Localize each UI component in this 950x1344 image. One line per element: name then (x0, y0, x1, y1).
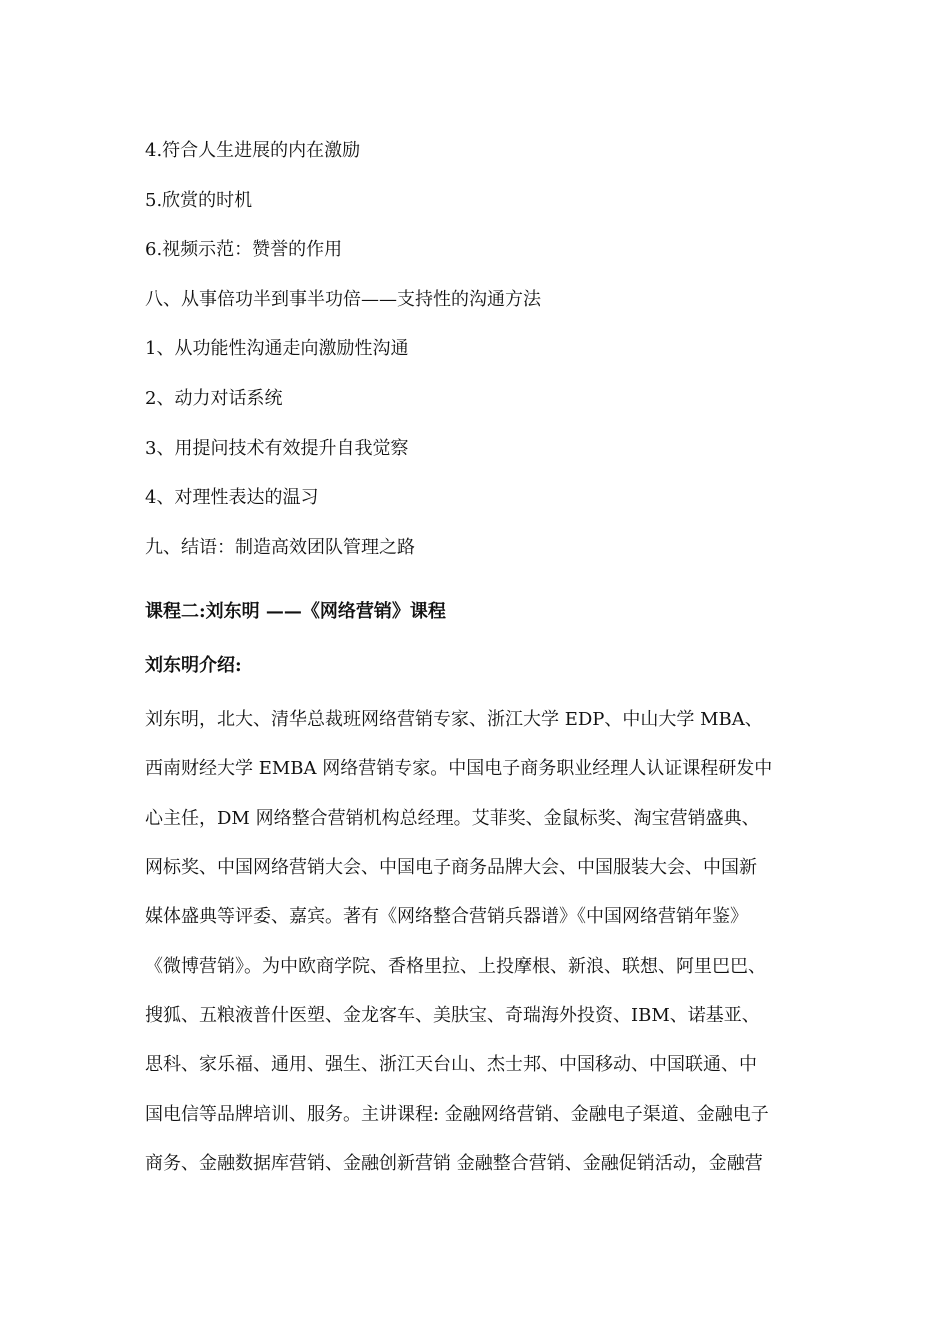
paragraph-line: 搜狐、五粮液普什医塑、金龙客车、美肤宝、奇瑞海外投资、IBM、诺基亚、 (145, 1005, 760, 1027)
paragraph-line: 刘东明，北大、清华总裁班网络营销专家、浙江大学 EDP、中山大学 MBA、 (145, 708, 763, 730)
section-heading-nine: 九、结语：制造高效团队管理之路 (145, 536, 415, 558)
paragraph-line: 《微博营销》。为中欧商学院、香格里拉、上投摩根、新浪、联想、阿里巴巴、 (145, 955, 766, 977)
intro-heading: 刘东明介绍: (145, 654, 242, 676)
list-item: 4.符合人生进展的内在激励 (145, 140, 361, 161)
paragraph-line: 商务、金融数据库营销、金融创新营销 金融整合营销、金融促销活动，金融营 (145, 1153, 763, 1175)
list-item: 5.欣赏的时机 (145, 189, 253, 211)
document-page (145, 132, 810, 1189)
outline-list (145, 132, 810, 567)
paragraph-line: 心主任，DM 网络整合营销机构总经理。艾菲奖、金鼠标奖、淘宝营销盛典、 (145, 807, 760, 829)
section-heading-eight: 八、从事倍功半到事半功倍——支持性的沟通方法 (145, 288, 541, 310)
list-item: 2、动力对话系统 (145, 387, 283, 409)
paragraph-line: 网标奖、中国网络营销大会、中国电子商务品牌大会、中国服装大会、中国新 (145, 856, 757, 878)
paragraph-line: 国电信等品牌培训、服务。主讲课程: 金融网络营销、金融电子渠道、金融电子 (145, 1103, 769, 1125)
paragraph-line: 思科、家乐福、通用、强生、浙江天台山、杰士邦、中国移动、中国联通、中 (145, 1054, 757, 1076)
list-item: 4、对理性表达的温习 (145, 487, 319, 509)
list-item: 6.视频示范：赞誉的作用 (145, 239, 343, 261)
list-item: 1、从功能性沟通走向激励性沟通 (145, 338, 409, 360)
paragraph-line: 媒体盛典等评委、嘉宾。著有《网络整合营销兵器谱》《中国网络营销年鉴》 (145, 906, 748, 928)
paragraph-line: 西南财经大学 EMBA 网络营销专家。中国电子商务职业经理人认证课程研发中 (145, 758, 773, 780)
list-item: 3、用提问技术有效提升自我觉察 (145, 437, 409, 459)
intro-paragraph (145, 695, 810, 1189)
course-heading: 课程二:刘东明 ——《网络营销》课程 (145, 600, 446, 622)
